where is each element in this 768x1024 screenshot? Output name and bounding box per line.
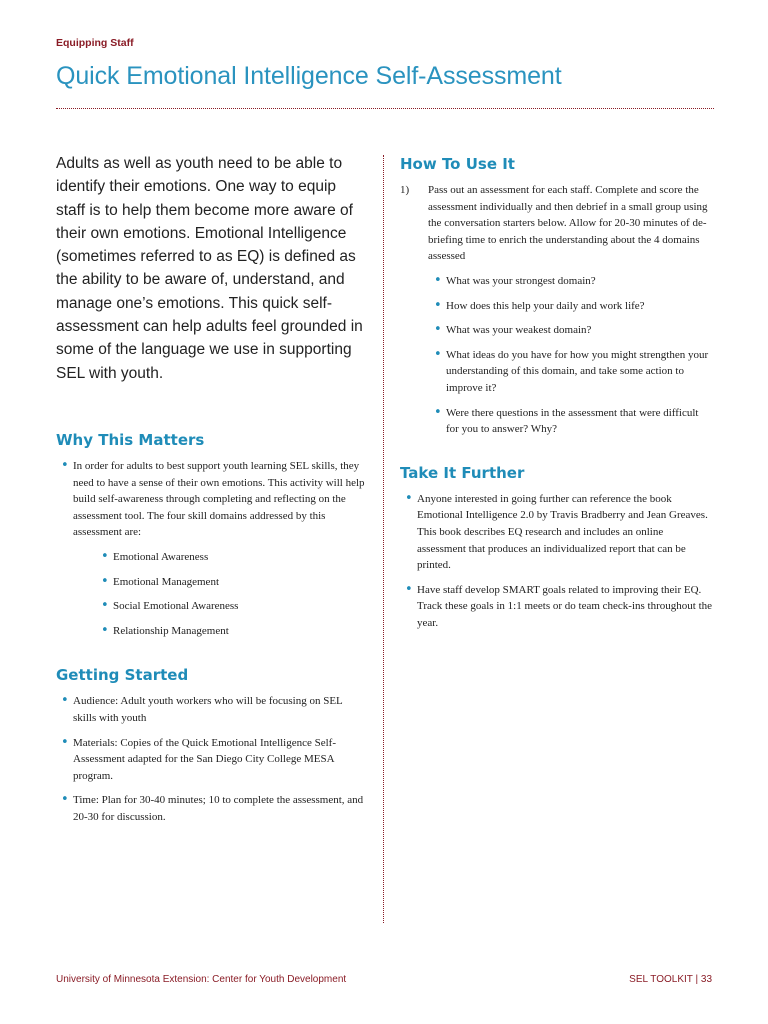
take-it-further-heading: Take It Further — [400, 463, 525, 482]
list-item: • Materials: Copies of the Quick Emotional Intelligence Self-Assessment adapted for the San Diego City College MESA program. — [73, 735, 366, 785]
step-text: Pass out an assessment for each staff. Complete and score the assessment individually and then debrief in a small group using the conversation starters below. Allow for 20-30 minutes of de-briefing time to enrich the understanding about the 4 domains assessed — [428, 184, 708, 263]
how-to-use-it-steps — [400, 182, 712, 438]
take-it-further-list — [400, 491, 712, 632]
right-column — [400, 155, 712, 639]
step-number: 1) — [400, 184, 410, 196]
getting-started-heading: Getting Started — [56, 666, 189, 685]
footer-organization: University of Minnesota Extension: Center for Youth Development — [56, 974, 347, 985]
list-item: • What was your strongest domain? — [446, 273, 712, 290]
list-item: • Have staff develop SMART goals related to improving their EQ. Track these goals in 1:1 meets or do team check-ins throughout the year. — [417, 582, 712, 632]
footer-page-number: SEL TOOLKIT | 33 — [629, 974, 712, 985]
title-divider — [56, 108, 714, 109]
intro-paragraph: Adults as well as youth need to be able to identify their emotions. One way to equip staff is to help them become more aware of their own emotions. Emotional Intelligence (sometimes referred to as EQ) is defined as the ability to be aware of, understand, and manage one’s emotions. This quick self-assessment can help adults feel grounded in some of the language we use in supporting SEL with youth. — [56, 155, 363, 382]
list-item: • Were there questions in the assessment that were difficult for you to answer? Why? — [446, 405, 712, 438]
how-to-use-it-heading: How To Use It — [400, 155, 515, 173]
getting-started-list — [56, 693, 366, 825]
column-divider — [383, 155, 384, 923]
list-item: • How does this help your daily and work life? — [446, 298, 712, 315]
page-title: Quick Emotional Intelligence Self-Assessment — [56, 62, 562, 90]
why-this-matters-heading: Why This Matters — [56, 430, 205, 449]
list-item: • Anyone interested in going further can reference the book Emotional Intelligence 2.0 by Travis Bradberry and Jean Greaves. This book describes EQ research and includes an online assessment that produces an individualized report that can be printed. — [417, 491, 712, 574]
conversation-starters-list — [428, 273, 712, 438]
left-column — [56, 152, 366, 833]
list-item: • Emotional Management — [113, 574, 366, 591]
list-item: • Audience: Adult youth workers who will be focusing on SEL skills with youth — [73, 693, 366, 726]
skill-domains-list — [73, 549, 366, 639]
list-item — [400, 182, 712, 438]
why-this-matters-list — [56, 458, 366, 639]
section-kicker: Equipping Staff — [56, 37, 134, 49]
list-item: • Time: Plan for 30-40 minutes; 10 to complete the assessment, and 20-30 for discussion. — [73, 792, 366, 825]
list-item — [73, 458, 366, 639]
list-item: • Relationship Management — [113, 623, 366, 640]
why-this-matters-text: In order for adults to best support youth learning SEL skills, they need to have a sense of their own emotions. This activity will help build self-awareness through completing and reflecting on the assessment tool. The four skill domains addressed by this assessment are: — [73, 459, 365, 539]
list-item: • What was your weakest domain? — [446, 322, 712, 339]
list-item: • Social Emotional Awareness — [113, 598, 366, 615]
list-item: • What ideas do you have for how you might strengthen your understanding of this domain, and take some action to improve it? — [446, 347, 712, 397]
list-item: • Emotional Awareness — [113, 549, 366, 566]
